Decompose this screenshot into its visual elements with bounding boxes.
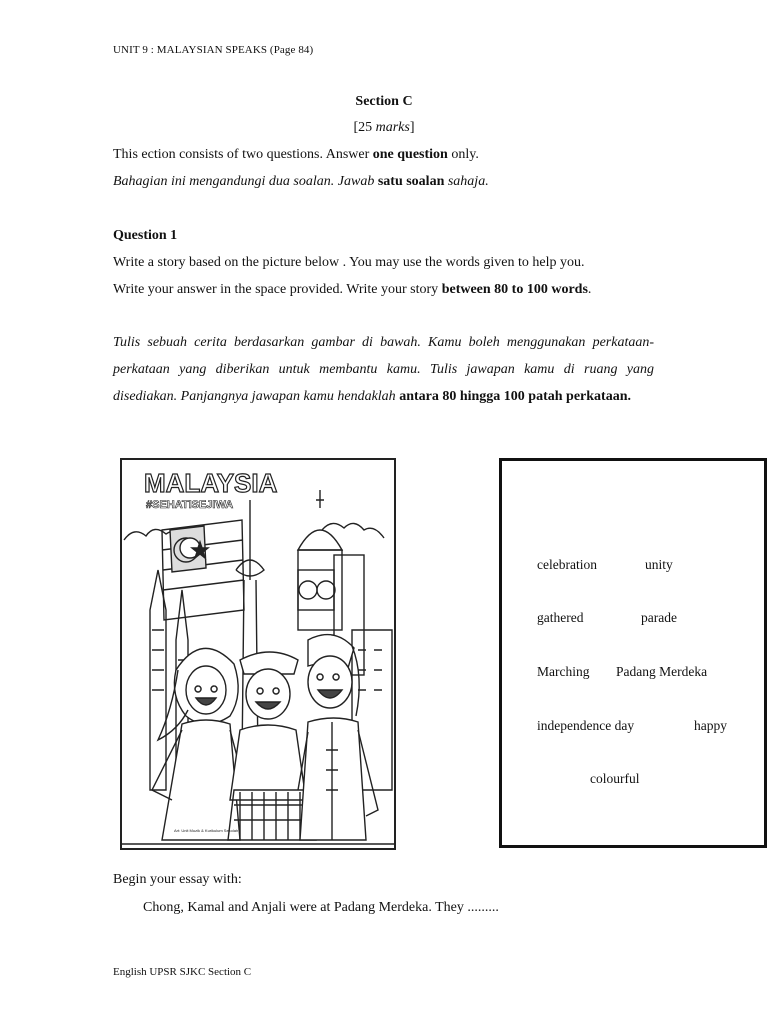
section-marks: [25 marks] [353,120,415,135]
word-independence-day: independence day [537,718,635,733]
malaysia-celebration-illustration [122,460,394,848]
intro-english: This ection consists of two questions. Answer one question only. [113,147,479,162]
word-celebration: celebration [537,557,597,572]
section-title: Section C [355,94,413,109]
word-marching: Marching [537,664,590,679]
illustration-frame [120,458,396,850]
word-padang-merdeka: Padang Merdeka [616,664,708,679]
word-colourful: colourful [590,771,640,786]
intro-malay: Bahagian ini mengandungi dua soalan. Jawab satu soalan sahaja. [113,174,489,189]
question-instruction-2: Write your answer in the space provided. Write your story between 80 to 100 words. [113,282,592,297]
page-header: UNIT 9 : MALAYSIAN SPEAKS (Page 84) [113,44,314,56]
word-parade: parade [641,610,677,625]
banner-subtitle: #SEHATISEJIWA [146,499,234,511]
word-gathered: gathered [537,610,584,625]
page-footer: English UPSR SJKC Section C [113,966,252,978]
begin-label: Begin your essay with: [113,872,242,887]
banner-title: MALAYSIA [144,468,278,498]
question-instruction-malay: Tulis sebuah cerita berdasarkan gambar di bawah. Kamu boleh menggunakan perkataan-perkataan yang diberikan untuk membantu kamu. Tulis jawapan kamu di ruang yang disediakan. Panjangnya jawapan kamu hendaklah antara 80 hingga 100 patah perkataan. [113,335,654,404]
word-unity: unity [645,557,673,572]
begin-sentence: Chong, Kamal and Anjali were at Padang Merdeka. They ......... [143,900,499,915]
word-happy: happy [694,718,727,733]
question-title: Question 1 [113,228,178,243]
question-instruction-1: Write a story based on the picture below . You may use the words given to help you. [113,255,585,270]
word-bank-box [499,458,767,848]
illustration-credit: Art: Unit Muzik & Kurikulum Sekolah [174,828,239,833]
